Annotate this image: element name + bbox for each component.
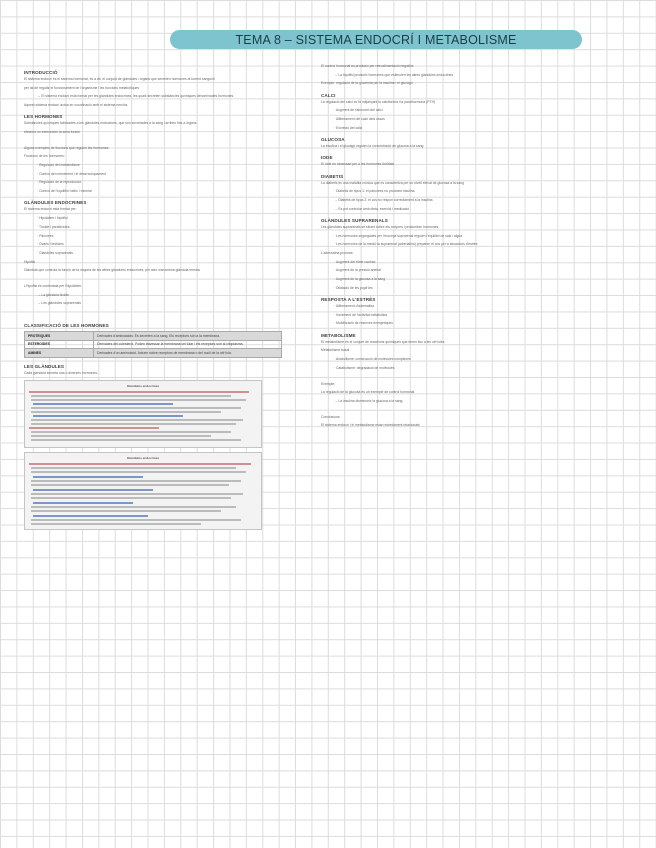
list-item: · Alliberament d'adrenalina bbox=[334, 304, 375, 309]
list-item: · Control de l'equilibri hídric i mineral bbox=[37, 189, 92, 194]
page-title: TEMA 8 – SISTEMA ENDOCRÍ I METABOLISME bbox=[235, 32, 517, 47]
paragraph: El sistema endocrí està format per: bbox=[24, 207, 77, 212]
list-item: · Control del creixement i el desenvolupament bbox=[37, 171, 106, 176]
section-heading: CLASSIFICACIÓ DE LES HORMONES bbox=[24, 323, 109, 329]
paragraph: Cada glàndula secreta una o diverses hormones: bbox=[24, 370, 98, 375]
section-heading: DIABETIS bbox=[321, 173, 344, 179]
paragraph: La regulació de la glucosa és un exemple de control hormonal bbox=[321, 390, 415, 395]
paragraph: Exemple: bbox=[321, 381, 336, 386]
paragraph: per tal de regular el funcionament de l'organisme i les funcions metabòliques bbox=[24, 85, 140, 90]
table-cell-key: AMINES bbox=[25, 349, 94, 358]
paragraph: La insulina i el glucagó regulen la concentració de glucosa a la sang bbox=[321, 144, 424, 149]
section-heading: METABOLISME bbox=[321, 332, 356, 338]
paragraph: La regulació del calci es fa mitjançant la calcitonina i la parathormona (PTH) bbox=[321, 99, 436, 104]
list-item: · Mobilització de reserves energètiques bbox=[334, 321, 393, 326]
paragraph: Funcions de les hormones: bbox=[24, 154, 65, 159]
list-item: → La glàndula tiroide bbox=[37, 292, 70, 297]
paragraph: La diabetis és una malaltia crònica que es caracteritza per un nivell elevat de glucosa a la sang bbox=[321, 180, 464, 185]
subheading: Metabolisme basal bbox=[321, 348, 350, 353]
table-cell-key: PROTEIQUES bbox=[25, 332, 94, 341]
paragraph: El iode és necessari per a les hormones tiroïdals bbox=[321, 162, 395, 167]
glands-figure-a bbox=[24, 380, 262, 448]
table-row bbox=[25, 340, 282, 349]
list-item: · Tiroide i paratiroides bbox=[37, 224, 70, 229]
list-item: → Diabetis de tipus 2: el cos no respon correctament a la insulina bbox=[334, 198, 433, 202]
paragraph: Conclusions: bbox=[321, 414, 341, 419]
list-item: · Ovaris i testicles bbox=[37, 242, 64, 247]
section-heading: INTRODUCCIÓ bbox=[24, 70, 58, 75]
list-item: → Les glàndules suprarenals bbox=[37, 301, 81, 306]
paragraph: L'hipòfisi és controlada per l'hipotàlem bbox=[24, 283, 82, 288]
list-item: · Catabolisme: degradació de molècules bbox=[334, 365, 395, 370]
list-item: · Les hormones de la medul·la suprarenal (adrenalina) preparen el cos per a situacions d'estrès bbox=[334, 242, 478, 247]
right-column bbox=[321, 64, 633, 432]
list-item: · Increment de l'activitat metabòlica bbox=[334, 312, 388, 317]
section-heading: LES GLÀNDULES bbox=[24, 363, 65, 369]
section-heading: GLUCOSA bbox=[321, 137, 345, 143]
paragraph: El control hormonal es produeix per retroalimentació negativa bbox=[321, 64, 414, 68]
list-item: · Hipotàlem i hipòfisi bbox=[37, 216, 68, 221]
section-heading: CALCI bbox=[321, 92, 336, 98]
paragraph: El sistema endocrí és el sistema hormonal, és a dir, el conjunt de glàndules i òrgans que secreten hormones al torrent sanguini bbox=[24, 77, 215, 81]
figure-title: Glàndules endocrines bbox=[126, 384, 160, 389]
paragraph: Les glàndules suprarenals se situen sobre els ronyons i produeixen hormones bbox=[321, 224, 439, 229]
table-cell-key: ESTEROIDES bbox=[25, 340, 94, 349]
left-column bbox=[24, 64, 320, 533]
list-item: · Dilatació de les pupil·les bbox=[334, 285, 373, 290]
paragraph: Exemple: regulació de la glucèmia per la insulina i el glucagó bbox=[321, 81, 413, 86]
list-item: · Diabetis de tipus 1: el pàncrees no produeix insulina bbox=[334, 189, 415, 194]
section-heading: GLÀNDULES SUPRARENALS bbox=[321, 217, 388, 223]
list-item: → La insulina disminueix la glucosa a la sang bbox=[334, 398, 403, 403]
list-item: · Excreció del calci bbox=[334, 125, 363, 130]
table-cell-value: Derivades d'un aminoàcid. Actuen sobre receptors de membrana o del nucli de la cèl·lula. bbox=[94, 349, 282, 358]
section-heading: RESPOSTA A L'ESTRÈS bbox=[321, 297, 376, 303]
section-heading: GLÀNDULES ENDOCRINES bbox=[24, 200, 87, 206]
paragraph: → El sistema endocrí està format per les glàndules endocrines, les quals secreten substàncies químiques denominades hormones bbox=[37, 94, 234, 99]
classification-table bbox=[24, 331, 282, 358]
list-item: · Augment de l'absorció del calci bbox=[334, 108, 383, 113]
list-item: · Augment de la glucosa a la sang bbox=[334, 277, 386, 282]
list-item: · Augment del ritme cardíac bbox=[334, 259, 376, 264]
table-row bbox=[25, 332, 282, 341]
list-item: · Pàncrees bbox=[37, 233, 54, 238]
table-cell-value: Derivades del colesterol. Poden travessar la membrana cel·lular i els receptors són al citoplasma. bbox=[94, 340, 282, 349]
subheading: Hipòfisi bbox=[24, 259, 36, 264]
table-row bbox=[25, 349, 282, 358]
paragraph: Aquest sistema endocrí actua en coordinació amb el sistema nerviós bbox=[24, 103, 128, 108]
list-item: · Les hormones segregades per l'escorça suprarenal regulen l'equilibri de sals i aigua bbox=[334, 233, 463, 238]
list-item: · Augment de la pressió arterial bbox=[334, 268, 381, 273]
section-heading: IODE bbox=[321, 155, 333, 161]
list-item: · Alliberament del calci dels ossos bbox=[334, 117, 385, 122]
paragraph: Glàndula que controla la funció de la majoria de les altres glàndules endocrines, per això s'anomena glàndula mestra bbox=[24, 268, 200, 273]
figure-title: Glàndules endocrines bbox=[126, 456, 160, 461]
section-heading: LES HORMONES bbox=[24, 114, 63, 120]
title-banner bbox=[170, 30, 582, 49]
paragraph: Substàncies químiques fabricades a les glàndules endocrines, que són secretades a la sang i arriben fins a òrgans bbox=[24, 121, 197, 126]
list-item: → Es pot controlar amb dieta, exercici i medicació bbox=[334, 206, 410, 211]
table-cell-value: Derivades d'aminoàcids. Es secreten a la sang. Els receptors són a la membrana. bbox=[94, 332, 282, 341]
paragraph: El metabolisme és el conjunt de reaccions químiques que tenen lloc a les cèl·lules bbox=[321, 339, 445, 344]
glands-figure-b bbox=[24, 452, 262, 530]
list-item: · Glàndules suprarenals bbox=[37, 250, 73, 255]
paragraph: Alguns exemples de funcions que regulen les hormones: bbox=[24, 145, 110, 150]
paragraph: L'adrenalina provoca: bbox=[321, 251, 354, 256]
list-item: · Anabolisme: construcció de molècules complexes bbox=[334, 357, 411, 362]
list-item: · Regulació del metabolisme bbox=[37, 163, 80, 168]
paragraph: El sistema endocrí i el metabolisme estan estretament relacionats bbox=[321, 423, 420, 428]
list-item: · Regulació de la reproducció bbox=[37, 180, 82, 185]
paragraph: efectors on exerceixen la seva funció bbox=[24, 130, 80, 135]
paragraph: → La hipòfisi produeix hormones que estimulen les altres glàndules endocrines bbox=[334, 72, 454, 77]
